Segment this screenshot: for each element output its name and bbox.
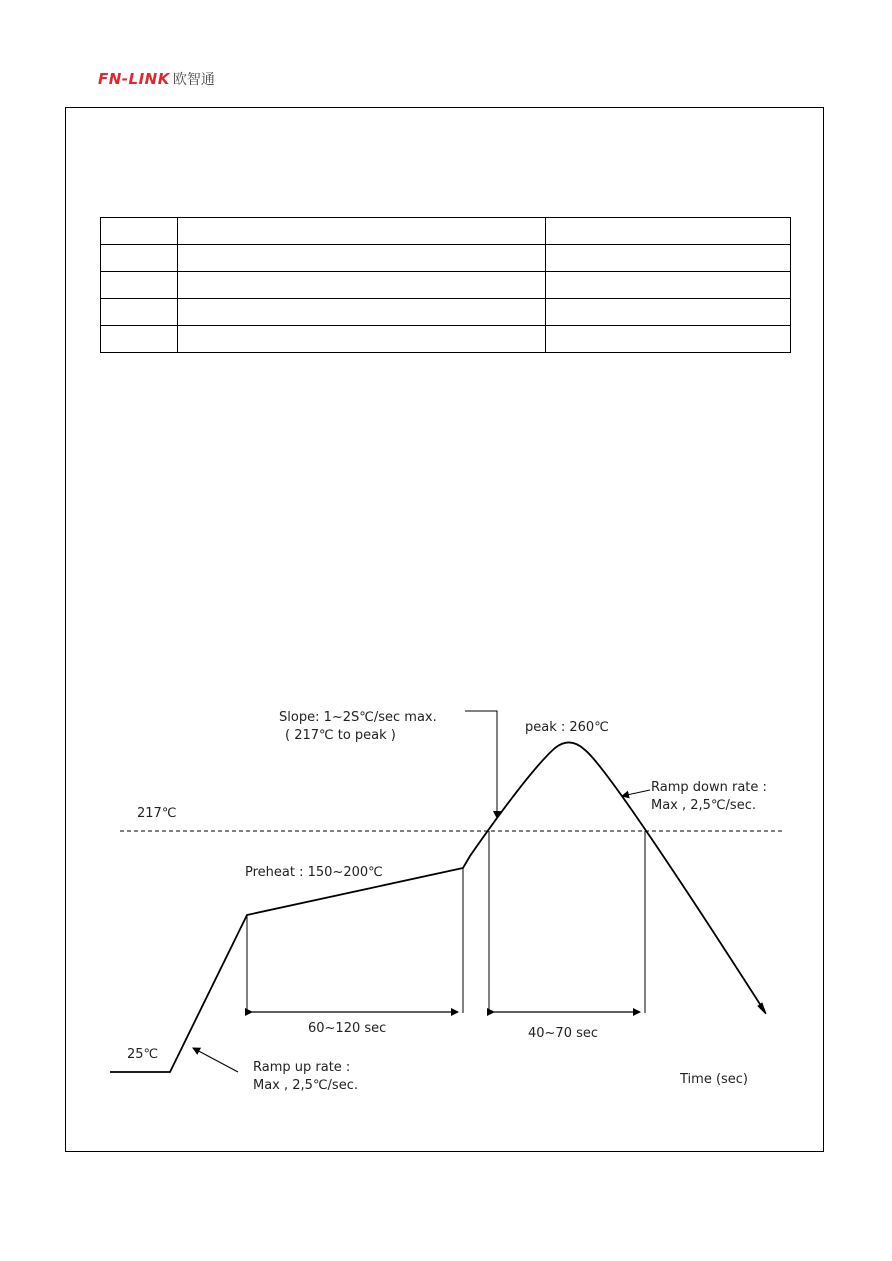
slope-label-line2: ( 217℃ to peak ) <box>285 728 396 743</box>
slope-label-line1: Slope: 1~2S℃/sec max. <box>279 710 437 725</box>
ramp-up-pointer <box>193 1048 238 1072</box>
ramp-down-pointer <box>622 790 650 796</box>
profile-end-arrowhead <box>758 1003 766 1014</box>
ramp-up-label-line2: Max , 2,5℃/sec. <box>253 1078 358 1093</box>
ramp-down-label-line2: Max , 2,5℃/sec. <box>651 798 756 813</box>
slope-callout-leader <box>465 711 497 818</box>
ambient-temp-label: 25℃ <box>127 1047 159 1062</box>
ramp-down-label-line1: Ramp down rate : <box>651 780 767 795</box>
preheat-duration-label: 60~120 sec <box>308 1021 387 1036</box>
peak-label: peak : 260℃ <box>525 720 609 735</box>
preheat-label: Preheat : 150~200℃ <box>245 865 383 880</box>
logo-chinese-text: 欧智通 <box>172 72 215 88</box>
time-axis-label: Time (sec) <box>680 1072 749 1087</box>
reflow-duration-label: 40~70 sec <box>528 1026 599 1041</box>
logo-brand-text: FN-LINK <box>98 70 170 88</box>
ramp-up-label-line1: Ramp up rate : <box>253 1060 351 1075</box>
liquidus-temp-label: 217℃ <box>137 806 177 821</box>
